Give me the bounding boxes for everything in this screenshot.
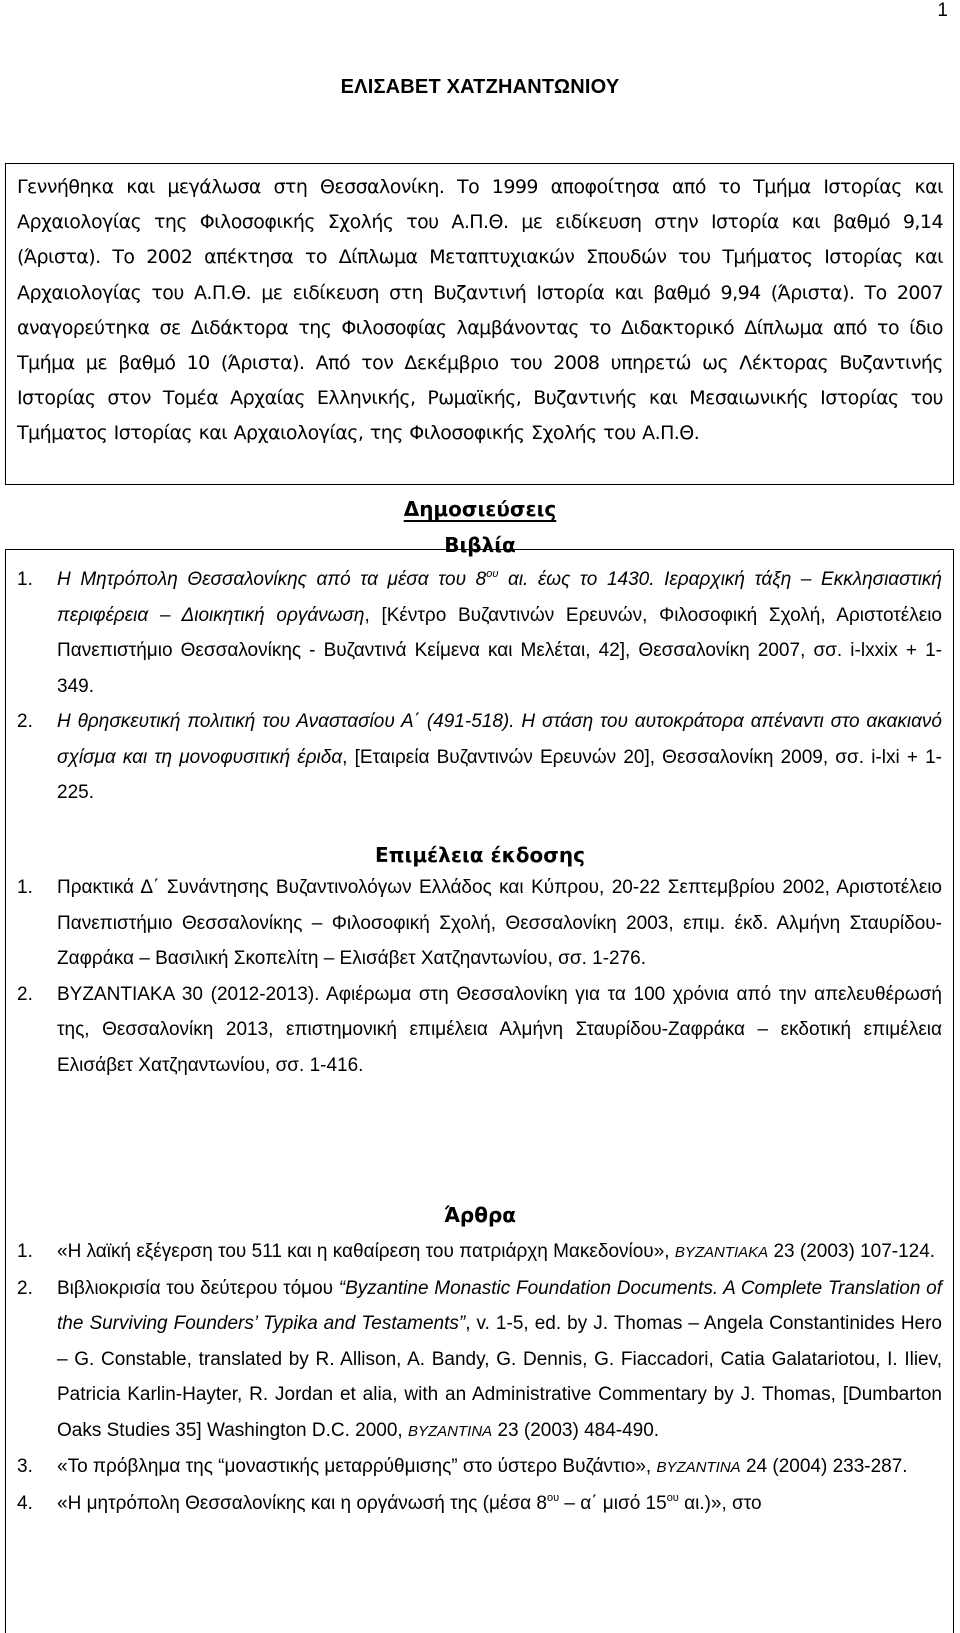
books-list [17,562,942,811]
article-citation: 23 (2003) 484-490. [492,1419,660,1441]
article-text: «Η λαϊκή εξέγερση του 511 και η καθαίρεση του πατριάρχη Μακεδονίου», [57,1241,675,1262]
article-text: «Το πρόβλημα της “μοναστικής μεταρρύθμισης” στο ύστερο Βυζάντιο», [57,1456,657,1477]
articles-list [17,1234,942,1521]
article-details: , v. 1-5, ed. by J. Thomas – Angela Constantinides Hero – G. Constable, translated by R. Allison, A. Bandy, G. Dennis, G. Fiaccadori, Catia Galatariotou, I. Iliev, Patricia Karlin-Hayter, R. Jordan et alia, with an Administrative Commentary by J. Thomas, [Dumbarton Oaks Studies 35] Washington D.C. 2000, [57,1313,942,1441]
item-number: 1. [17,1241,33,1262]
author-name: ΕΛΙΣΑΒΕΤ ΧΑΤΖΗΑΝΤΩΝΙΟΥ [340,76,620,98]
item-number: 2. [17,983,33,1005]
editing-text: Πρακτικά Δ΄ Συνάντησης Βυζαντινολόγων Ελλάδος και Κύπρου, 20-22 Σεπτεμβρίου 2002, Αριστοτέλειο Πανεπιστήμιο Θεσσαλονίκης – Φιλοσοφική Σχολή, Θεσσαλονίκη 2003, επιμ. έκδ. Αλμήνη Σταυρίδου-Ζαφράκα – Βασιλική Σκοπελίτη – Ελισάβετ Χατζηαντωνίου, σσ. 1-276. [57,877,942,969]
article-text: Βιβλιοκρισία του δεύτερου τόμου [57,1277,339,1299]
list-item [17,977,942,1084]
journal-name: ΒΥΖΑΝΤΙΝΑ [656,1459,741,1476]
editing-text: ΒΥΖΑΝΤΙΑΚΑ 30 (2012-2013). Αφιέρωμα στη Θεσσαλονίκη για τα 100 χρόνια από την απελευθέρωσή της, Θεσσαλονίκη 2013, επιστημονική επιμέλεια Αλμήνη Σταυρίδου-Ζαφράκα – εκδοτική επιμέλεια Ελισάβετ Χατζηαντωνίου, σσ. 1-416. [57,983,942,1076]
item-number: 2. [17,1277,33,1299]
reviewed-book-title: “Byzantine Monastic Foundation Documents. A Complete Translation of the Surviving Founders’ Typika and Testaments” [57,1277,942,1334]
book-details: , [Κέντρο Βυζαντινών Ερευνών, Φιλοσοφική Σχολή, Αριστοτέλειο Πανεπιστήμιο Θεσσαλονίκης - Βυζαντινά Κείμενα και Μελέται, 42], Θεσσαλονίκη 2007, σσ. i-lxxix + 1-349. [57,604,942,697]
book-details: , [Εταιρεία Βυζαντινών Ερευνών 20], Θεσσαλονίκη 2009, σσ. i-lxi + 1-225. [57,746,942,803]
publications-heading [0,497,960,521]
list-item [17,1449,942,1486]
books-heading: Βιβλία [444,533,516,557]
list-item [17,562,942,704]
list-item [17,1486,942,1522]
item-number: 1. [17,569,33,590]
bio-text: Γεννήθηκα και μεγάλωσα στη Θεσσαλονίκη. Το 1999 αποφοίτησα από το Τμήμα Ιστορίας και Αρχαιολογίας της Φιλοσοφικής Σχολής του Α.Π.Θ. με ειδίκευση στην Ιστορία και βαθμό 9,14 (Άριστα). Το 2002 απέκτησα το Δίπλωμα Μεταπτυχιακών Σπουδών του Τμήματος Ιστορίας και Αρχαιολογίας του Α.Π.Θ. με ειδίκευση στη Βυζαντινή Ιστορία και βαθμό 9,94 (Άριστα). Το 2007 αναγορεύτηκα σε Διδάκτορα της Φιλοσοφίας λαμβάνοντας το Διδακτορικό Δίπλωμα από το ίδιο Τμήμα με βαθμό 10 (Άριστα). Από τον Δεκέμβριο του 2008 υπηρετώ ως Λέκτορας Βυζαντινής Ιστορίας στον Τομέα Αρχαίας Ελληνικής, Ρωμαϊκής, Βυζαντινής και Μεσαιωνικής Ιστορίας του Τμήματος Ιστορίας και Αρχαιολογίας, της Φιλοσοφικής Σχολής του Α.Π.Θ. [17,176,943,445]
book-title: Η Μητρόπολη Θεσσαλονίκης από τα μέσα του $8^{o\upsilon}$ αι. έως το 1430. Ιεραρχική τάξη – Εκκλησιαστική περιφέρεια – Διοικητική οργάνωση [57,568,942,626]
article-text: «Η μητρόπολη Θεσσαλονίκης και η οργάνωσή της (μέσα $8^{o\upsilon} - \alpha΄$ μισό $15^{o\upsilon}$ αι.)», στο [57,1491,762,1514]
item-number: 2. [17,711,33,732]
item-number: 1. [17,877,33,898]
book-title: Η θρησκευτική πολιτική του Αναστασίου Α΄ (491-518). Η στάση του αυτοκράτορα απέναντι στο ακακιανό σχίσμα και τη μονοφυσιτική έριδα [57,711,942,768]
journal-name: ΒΥΖΑΝΤΙΝΑ [407,1422,493,1440]
list-item [17,704,942,811]
article-citation: 23 (2003) 107-124. [768,1241,936,1262]
list-item [17,1234,942,1271]
item-number: 4. [17,1492,33,1514]
articles-heading: Άρθρα [443,1203,517,1227]
editing-list [17,870,942,1083]
publications-heading-text: Δημοσιεύσεις [403,497,557,521]
journal-name: ΒΥΖΑΝΤΙΑΚΑ [674,1244,769,1261]
article-citation: 24 (2004) 233-287. [740,1456,908,1477]
list-item [17,870,942,977]
page-number: 1 [937,0,948,21]
editing-heading: Επιμέλεια έκδοσης [375,843,585,867]
item-number: 3. [17,1456,33,1477]
list-item [17,1271,942,1450]
